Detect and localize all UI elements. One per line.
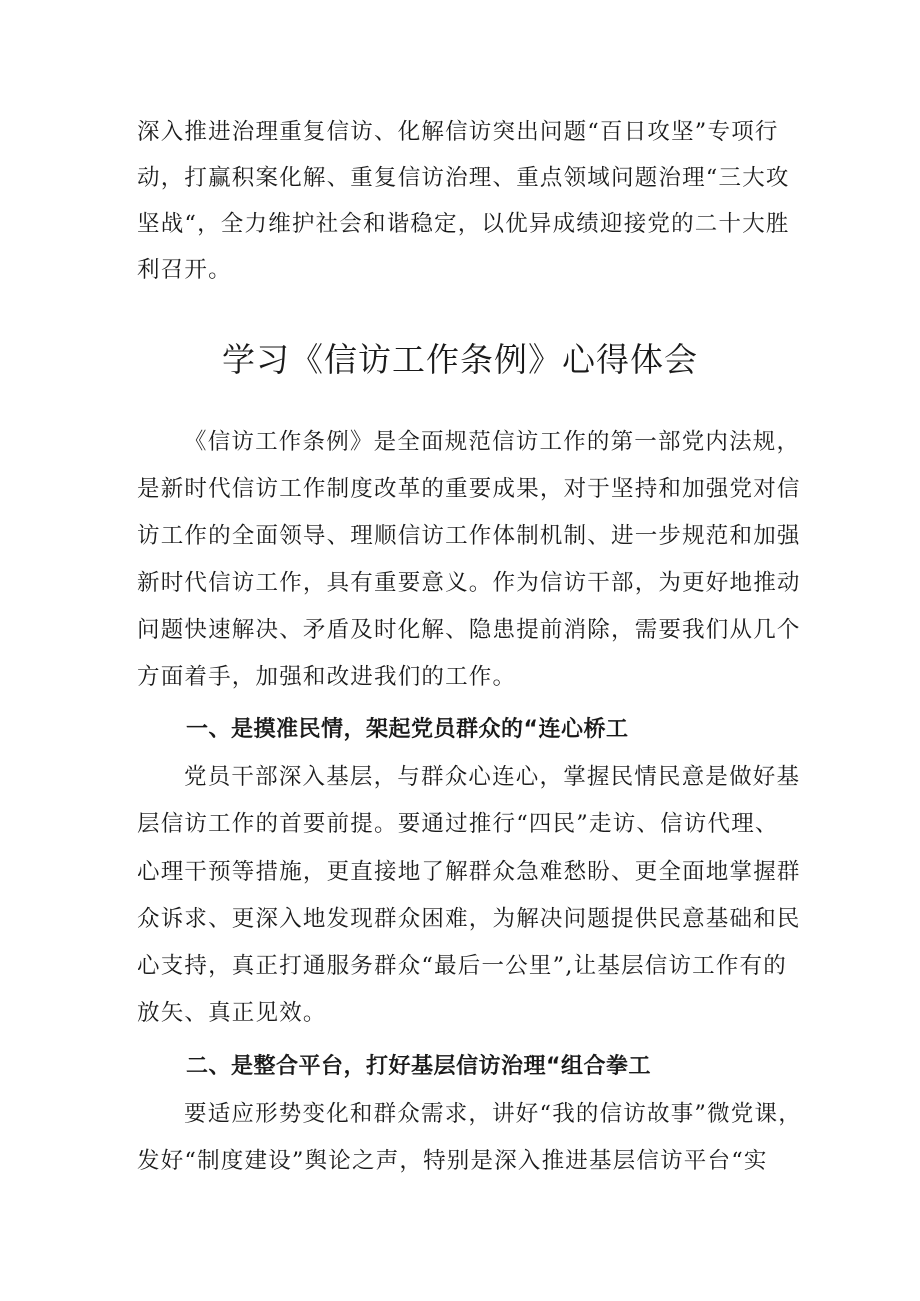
paragraph-line: 众诉求、更深入地发现群众困难，为解决问题提供民意基础和民	[137, 906, 801, 932]
paragraph-line: 心理干预等措施，更直接地了解群众急难愁盼、更全面地掌握群	[137, 859, 801, 885]
paragraph-line: 问题快速解决、矛盾及时化解、隐患提前消除，需要我们从几个	[137, 617, 801, 643]
paragraph-line: 《信访工作条例》是全面规范信访工作的第一部党内法规，	[184, 429, 801, 455]
intro-line: 深入推进治理重复信访、化解信访突出问题“百日攻坚”专项行	[137, 119, 779, 145]
paragraph-line: 心支持，真正打通服务群众“最后一公里”,让基层信访工作有的	[137, 953, 787, 979]
intro-line: 动，打赢积案化解、重复信访治理、重点领域问题治理“三大攻	[137, 165, 790, 191]
section-2-heading: 二、是整合平台，打好基层信访治理“组合拳工	[186, 1054, 651, 1079]
paragraph-line: 方面着手，加强和改进我们的工作。	[137, 664, 517, 690]
article-title: 学习《信访工作条例》心得体会	[222, 340, 698, 379]
intro-line: 利召开。	[137, 257, 232, 283]
paragraph-line: 要适应形势变化和群众需求，讲好“我的信访故事”微党课，	[184, 1101, 802, 1127]
paragraph-line: 新时代信访工作，具有重要意义。作为信访干部，为更好地推动	[137, 570, 801, 596]
paragraph-line: 访工作的全面领导、理顺信访工作体制机制、进一步规范和加强	[137, 523, 801, 549]
paragraph-line: 党员干部深入基层，与群众心连心，掌握民情民意是做好基	[184, 764, 801, 790]
paragraph-line: 层信访工作的首要前提。要通过推行“四民”走访、信访代理、	[137, 811, 779, 837]
paragraph-line: 发好“制度建设”舆论之声，特别是深入推进基层信访平台“实	[137, 1148, 768, 1174]
intro-line: 坚战“，全力维护社会和谐稳定，以优异成绩迎接党的二十大胜	[137, 211, 790, 237]
paragraph-line: 是新时代信访工作制度改革的重要成果，对于坚持和加强党对信	[137, 476, 801, 502]
section-1-heading: 一、是摸准民情，架起党员群众的“连心桥工	[186, 717, 629, 742]
paragraph-line: 放矢、真正见效。	[137, 1000, 327, 1026]
